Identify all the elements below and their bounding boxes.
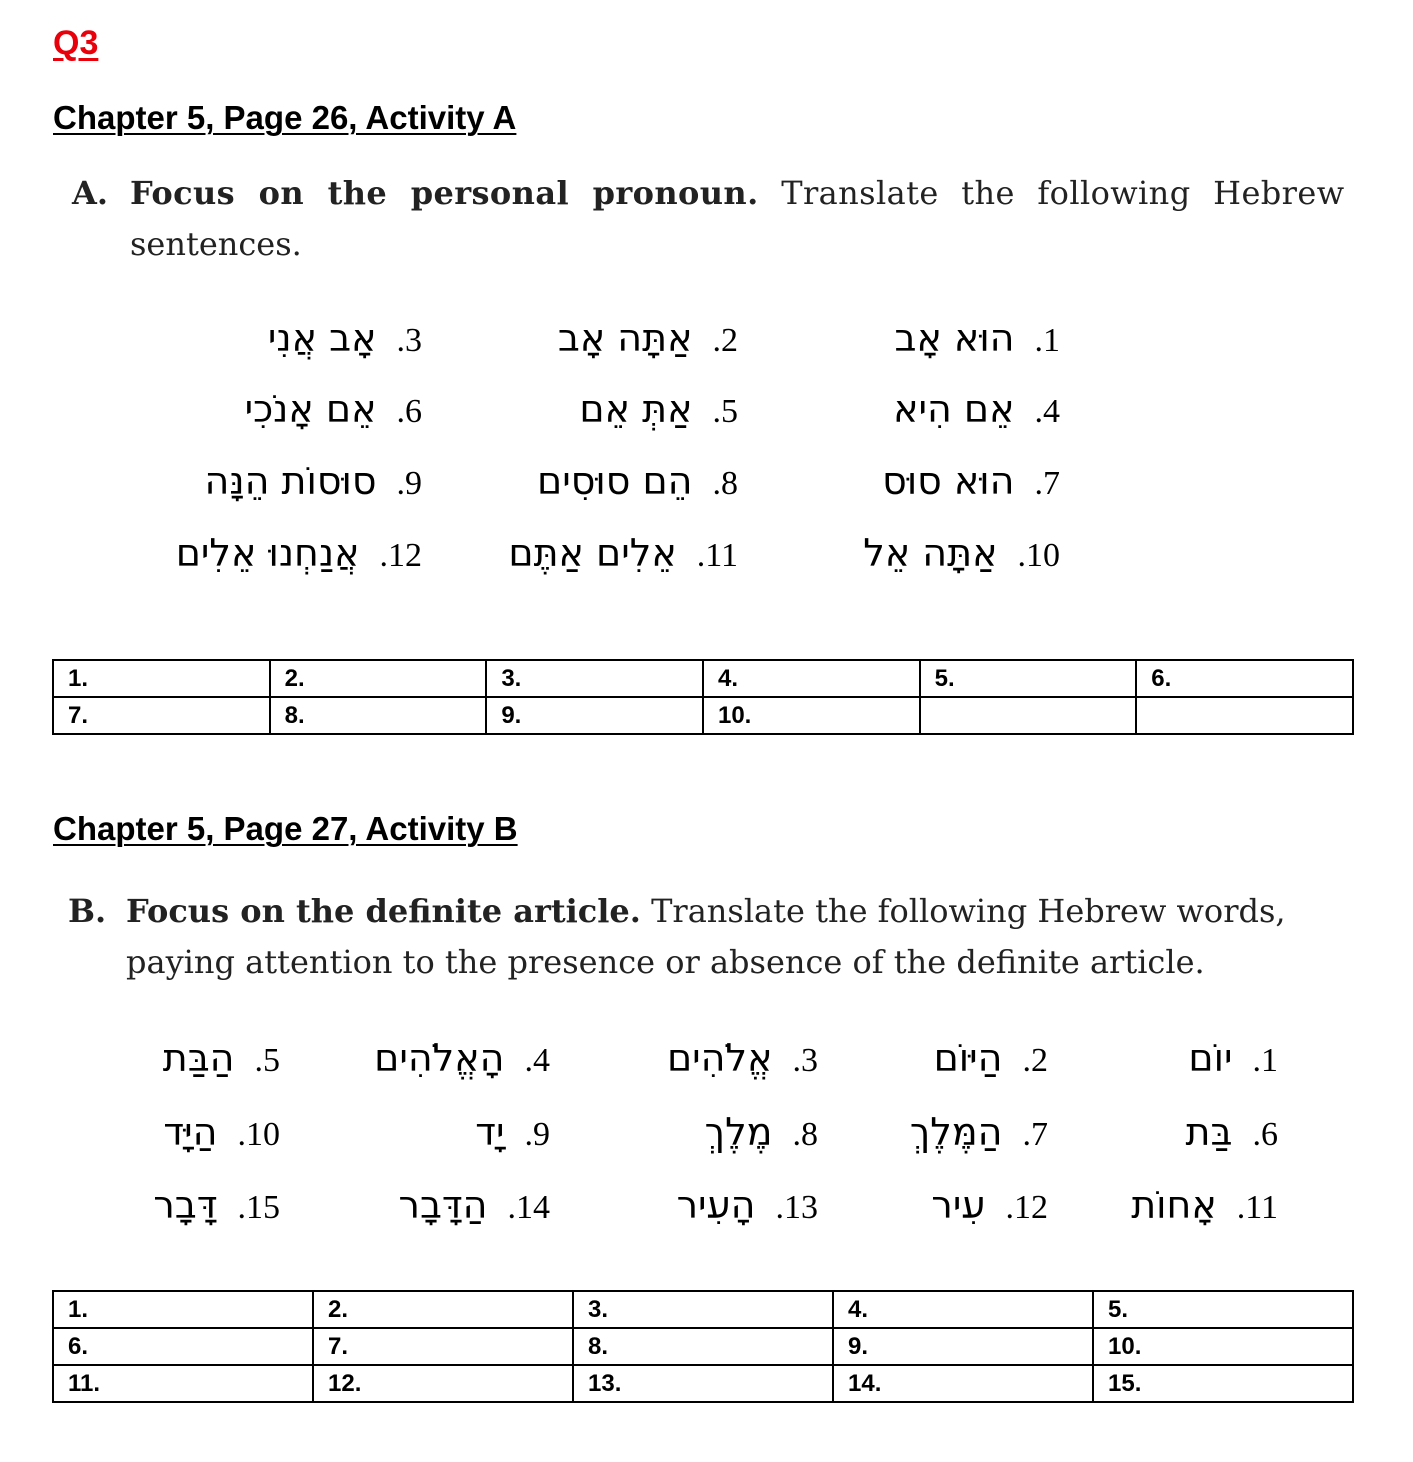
section-b-instruction-line2: paying attention to the presence or absence of the definite article. xyxy=(126,943,1205,981)
section-b-item-10 xyxy=(163,1110,280,1154)
section-b-hebrew-word: אָחוֹת xyxy=(1131,1183,1217,1227)
section-a-item-10 xyxy=(863,531,1060,575)
section-a-hebrew-word: סוּסוֹת הֵנָּה xyxy=(204,459,377,503)
section-b-answer-table xyxy=(52,1290,1354,1403)
section-a-item-number: 6. xyxy=(396,393,422,430)
section-b-item-number: 12. xyxy=(1005,1189,1048,1226)
section-a-answer-cell[interactable] xyxy=(920,697,1137,734)
section-b-item-number: 1. xyxy=(1252,1042,1278,1079)
section-b-item-number: 6. xyxy=(1252,1116,1278,1153)
section-b-item-number: 15. xyxy=(237,1189,280,1226)
section-b-item-number: 5. xyxy=(254,1042,280,1079)
section-b-letter: B. xyxy=(68,892,107,930)
section-a-item-7 xyxy=(882,459,1060,503)
section-b-hebrew-word: בַּת xyxy=(1185,1110,1233,1154)
section-b-answer-cell[interactable]: 14. xyxy=(833,1365,1093,1402)
section-b-answer-cell[interactable]: 3. xyxy=(573,1291,833,1328)
section-b-item-number: 10. xyxy=(237,1116,280,1153)
section-a-item-3 xyxy=(268,316,422,360)
section-b-item-9 xyxy=(475,1110,550,1154)
section-a-answer-cell[interactable]: 5. xyxy=(920,660,1137,697)
section-b-item-number: 14. xyxy=(507,1189,550,1226)
section-b-hebrew-word: הַדָּבָר xyxy=(398,1183,488,1227)
section-b-item-5 xyxy=(163,1036,280,1080)
section-a-answer-cell[interactable]: 3. xyxy=(486,660,703,697)
section-a-instruction-bold: Focus on the personal pronoun. xyxy=(130,174,759,212)
section-a-answer-cell[interactable]: 9. xyxy=(486,697,703,734)
section-b-answer-cell[interactable]: 13. xyxy=(573,1365,833,1402)
section-a-item-9 xyxy=(205,459,422,503)
section-b-item-3 xyxy=(667,1036,818,1080)
section-b-answer-cell[interactable]: 5. xyxy=(1093,1291,1353,1328)
section-a-heading: Chapter 5, Page 26, Activity A xyxy=(53,99,517,136)
section-b-item-7 xyxy=(910,1110,1048,1154)
section-a-item-number: 7. xyxy=(1034,465,1060,502)
section-b-hebrew-word: הַבַּת xyxy=(162,1036,235,1080)
section-b-hebrew-word: הָעִיר xyxy=(676,1183,756,1227)
section-b-instruction-rest: Translate the following Hebrew words, xyxy=(651,892,1286,930)
section-b-item-number: 7. xyxy=(1022,1116,1048,1153)
section-b-hebrew-word: הָאֱלֹהִים xyxy=(374,1036,505,1080)
section-a-item-6 xyxy=(245,387,422,431)
section-b-table-row xyxy=(53,1291,1353,1328)
section-b-answer-cell[interactable]: 11. xyxy=(53,1365,313,1402)
section-a-item-2 xyxy=(558,316,738,360)
section-b-item-1 xyxy=(1188,1036,1278,1080)
section-b-answer-cell[interactable]: 7. xyxy=(313,1328,573,1365)
section-a-hebrew-word: אַתָּה אָב xyxy=(557,316,693,360)
section-b-hebrew-word: הַמֶּלֶךְ xyxy=(909,1110,1003,1154)
section-a-item-number: 4. xyxy=(1034,393,1060,430)
question-label: Q3 xyxy=(53,24,99,62)
section-b-answer-cell[interactable]: 9. xyxy=(833,1328,1093,1365)
section-b-item-13 xyxy=(677,1183,818,1227)
section-a-item-number: 9. xyxy=(396,465,422,502)
section-b-hebrew-word: עִיר xyxy=(931,1183,986,1227)
section-b-instruction xyxy=(68,886,1286,988)
section-b-item-12 xyxy=(931,1183,1048,1227)
section-b-hebrew-word: דָּבָר xyxy=(153,1183,218,1227)
section-b-item-14 xyxy=(399,1183,551,1227)
section-a-item-5 xyxy=(579,387,738,431)
section-a-letter: A. xyxy=(72,174,108,212)
section-b-answer-cell[interactable]: 8. xyxy=(573,1328,833,1365)
section-b-answer-cell[interactable]: 4. xyxy=(833,1291,1093,1328)
section-b-item-number: 3. xyxy=(792,1042,818,1079)
section-b-item-number: 8. xyxy=(792,1116,818,1153)
section-b-item-number: 9. xyxy=(524,1116,550,1153)
section-b-item-11 xyxy=(1131,1183,1278,1227)
section-b-item-8 xyxy=(705,1110,818,1154)
section-a-instruction xyxy=(72,168,1345,270)
section-b-table-row xyxy=(53,1328,1353,1365)
section-a-hebrew-word: אֲנַחְנוּ אֵלִים xyxy=(175,531,360,575)
section-a-item-number: 10. xyxy=(1017,537,1060,574)
section-b-item-15 xyxy=(153,1183,280,1227)
section-b-answer-cell[interactable]: 15. xyxy=(1093,1365,1353,1402)
section-a-answer-cell[interactable]: 8. xyxy=(270,697,487,734)
section-a-answer-cell[interactable] xyxy=(1136,697,1353,734)
section-a-instruction-rest: Translate the following Hebrew xyxy=(781,174,1345,212)
section-a-table-row xyxy=(53,660,1353,697)
section-a-item-number: 8. xyxy=(712,465,738,502)
section-b-item-number: 11. xyxy=(1236,1189,1278,1226)
section-b-hebrew-word: אֱלֹהִים xyxy=(666,1036,773,1080)
section-b-answer-cell[interactable]: 6. xyxy=(53,1328,313,1365)
section-a-hebrew-word: אָב אֲנִי xyxy=(267,316,377,360)
section-a-hebrew-word: אַתָּה אֵל xyxy=(863,531,998,575)
section-b-hebrew-word: הַיּוֹם xyxy=(933,1036,1003,1080)
section-a-item-1 xyxy=(894,316,1060,360)
section-a-hebrew-word: אַתְּ אֵם xyxy=(579,387,693,431)
section-a-item-number: 12. xyxy=(379,537,422,574)
section-a-item-number: 3. xyxy=(396,322,422,359)
section-a-answer-cell[interactable]: 6. xyxy=(1136,660,1353,697)
section-a-hebrew-word: הוּא אָב xyxy=(894,316,1015,360)
section-a-hebrew-word: אֵם הִיא xyxy=(893,387,1015,431)
section-a-answer-cell[interactable]: 7. xyxy=(53,697,270,734)
section-a-answer-cell[interactable]: 1. xyxy=(53,660,270,697)
section-b-answer-cell[interactable]: 2. xyxy=(313,1291,573,1328)
section-b-item-2 xyxy=(934,1036,1048,1080)
section-a-table-row xyxy=(53,697,1353,734)
section-a-item-12 xyxy=(176,531,422,575)
section-a-hebrew-word: הֵם סוּסִים xyxy=(536,459,693,503)
section-b-item-6 xyxy=(1186,1110,1278,1154)
section-a-hebrew-word: אֵלִים אַתֶּם xyxy=(508,531,677,575)
section-b-hebrew-word: מֶלֶךְ xyxy=(704,1110,773,1154)
section-b-instruction-bold: Focus on the definite article. xyxy=(126,892,641,930)
section-a-item-number: 5. xyxy=(712,393,738,430)
section-a-item-4 xyxy=(893,387,1060,431)
section-a-item-11 xyxy=(508,531,738,575)
section-a-answer-cell[interactable]: 4. xyxy=(703,660,920,697)
section-a-hebrew-word: אֵם אָנֹכִי xyxy=(244,387,377,431)
section-a-instruction-line2: sentences. xyxy=(130,225,302,263)
section-b-heading: Chapter 5, Page 27, Activity B xyxy=(53,810,518,847)
section-b-hebrew-word: הַיָּד xyxy=(163,1110,218,1154)
section-a-answer-table xyxy=(52,659,1354,735)
section-b-item-4 xyxy=(374,1036,550,1080)
section-a-answer-cell[interactable]: 2. xyxy=(270,660,487,697)
section-b-answer-cell[interactable]: 12. xyxy=(313,1365,573,1402)
section-b-answer-cell[interactable]: 10. xyxy=(1093,1328,1353,1365)
section-a-hebrew-word: הוּא סוּס xyxy=(882,459,1015,503)
section-a-item-number: 2. xyxy=(712,322,738,359)
section-b-item-number: 2. xyxy=(1022,1042,1048,1079)
section-a-item-number: 1. xyxy=(1034,322,1060,359)
section-b-hebrew-word: יוֹם xyxy=(1188,1036,1233,1080)
section-b-item-number: 4. xyxy=(524,1042,550,1079)
section-b-table-row xyxy=(53,1365,1353,1402)
section-a-item-number: 11. xyxy=(696,537,738,574)
section-b-item-number: 13. xyxy=(775,1189,818,1226)
section-b-hebrew-word: יָד xyxy=(475,1110,505,1154)
section-a-item-8 xyxy=(537,459,738,503)
section-a-answer-cell[interactable]: 10. xyxy=(703,697,920,734)
section-b-answer-cell[interactable]: 1. xyxy=(53,1291,313,1328)
